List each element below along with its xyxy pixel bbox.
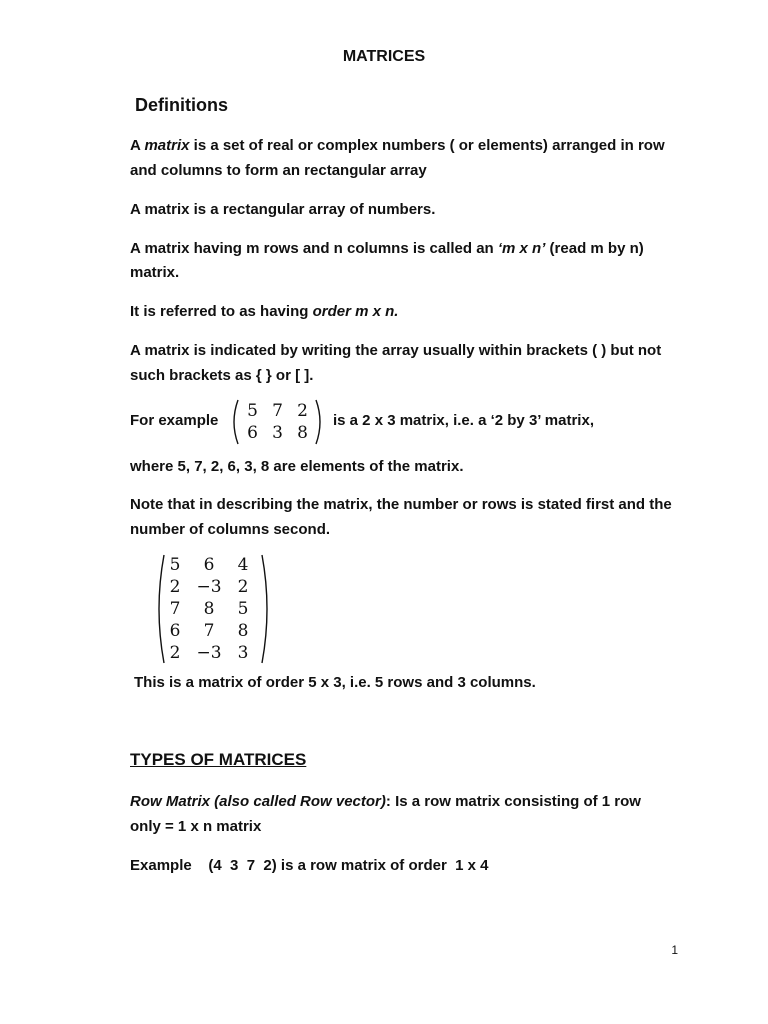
paragraph-definition-line2: and columns to form an rectangular array: [130, 162, 427, 179]
example2-matrix: [162, 554, 256, 664]
matrix-cell: 2: [297, 401, 308, 421]
matrix-cell: 2: [237, 577, 249, 597]
example2-caption: This is a matrix of order 5 x 3, i.e. 5 rows and 3 columns.: [134, 674, 536, 691]
paragraph-rectangular-array: A matrix is a rectangular array of numbers.: [130, 201, 436, 218]
matrix-cell: 8: [237, 621, 249, 641]
matrix-cell: 2: [169, 643, 181, 663]
matrix-cell: 3: [237, 643, 249, 663]
row-matrix-line1: Row Matrix (also called Row vector): Is a row matrix consisting of 1 row: [130, 793, 641, 810]
matrix-cell: 5: [237, 599, 249, 619]
paragraph-m-by-n-line1: A matrix having m rows and n columns is called an ‘m x n’ (read m by n): [130, 240, 644, 257]
matrix-cell: 8: [297, 423, 308, 443]
types-of-matrices-heading: TYPES OF MATRICES: [130, 750, 307, 769]
term-matrix: matrix: [144, 137, 190, 154]
matrix-cell: 7: [203, 621, 215, 641]
paragraph-definition-line1: A matrix is a set of real or complex numbers ( or elements) arranged in row: [130, 137, 665, 154]
matrix-cell: −3: [196, 643, 222, 663]
paragraph-brackets-line1: A matrix is indicated by writing the array usually within brackets ( ) but not: [130, 342, 662, 359]
matrix-cell: 5: [169, 555, 181, 575]
matrix-cell: 6: [247, 423, 258, 443]
matrix-cell: −3: [196, 577, 222, 597]
matrix-cell: 2: [169, 577, 181, 597]
example1-label: For example: [130, 412, 219, 429]
example3-row-matrix: Example (4 3 7 2) is a row matrix of order 1 x 4: [130, 857, 489, 874]
term-m-x-n: ‘m x n’: [497, 240, 546, 257]
page-title: MATRICES: [342, 48, 426, 65]
matrix-cell: 6: [203, 555, 215, 575]
definitions-heading: Definitions: [135, 95, 228, 115]
matrix-cell: 3: [272, 423, 283, 443]
matrix-cell: 4: [237, 555, 249, 575]
paragraph-order: It is referred to as having order m x n.: [130, 303, 399, 320]
matrix-cell: 8: [203, 599, 215, 619]
page-number: 1: [671, 943, 678, 957]
paragraph-note-line2: number of columns second.: [130, 521, 331, 538]
paragraph-note-line1: Note that in describing the matrix, the number or rows is stated first and the: [130, 496, 672, 513]
term-order: order m x n.: [312, 303, 399, 320]
example1-matrix: [240, 400, 315, 444]
paragraph-elements: where 5, 7, 2, 6, 3, 8 are elements of the matrix.: [130, 458, 464, 475]
term-row-matrix: Row Matrix (also called Row vector): [130, 793, 386, 810]
matrix-cell: 6: [169, 621, 181, 641]
row-matrix-line2: only = 1 x n matrix: [130, 818, 262, 835]
paragraph-m-by-n-line2: matrix.: [130, 264, 180, 281]
example1-description: is a 2 x 3 matrix, i.e. a ‘2 by 3’ matrix,: [333, 412, 594, 429]
paragraph-brackets-line2: such brackets as { } or [ ].: [130, 367, 314, 384]
matrix-cell: 7: [272, 401, 283, 421]
matrix-cell: 7: [169, 599, 181, 619]
matrix-cell: 5: [247, 401, 258, 421]
